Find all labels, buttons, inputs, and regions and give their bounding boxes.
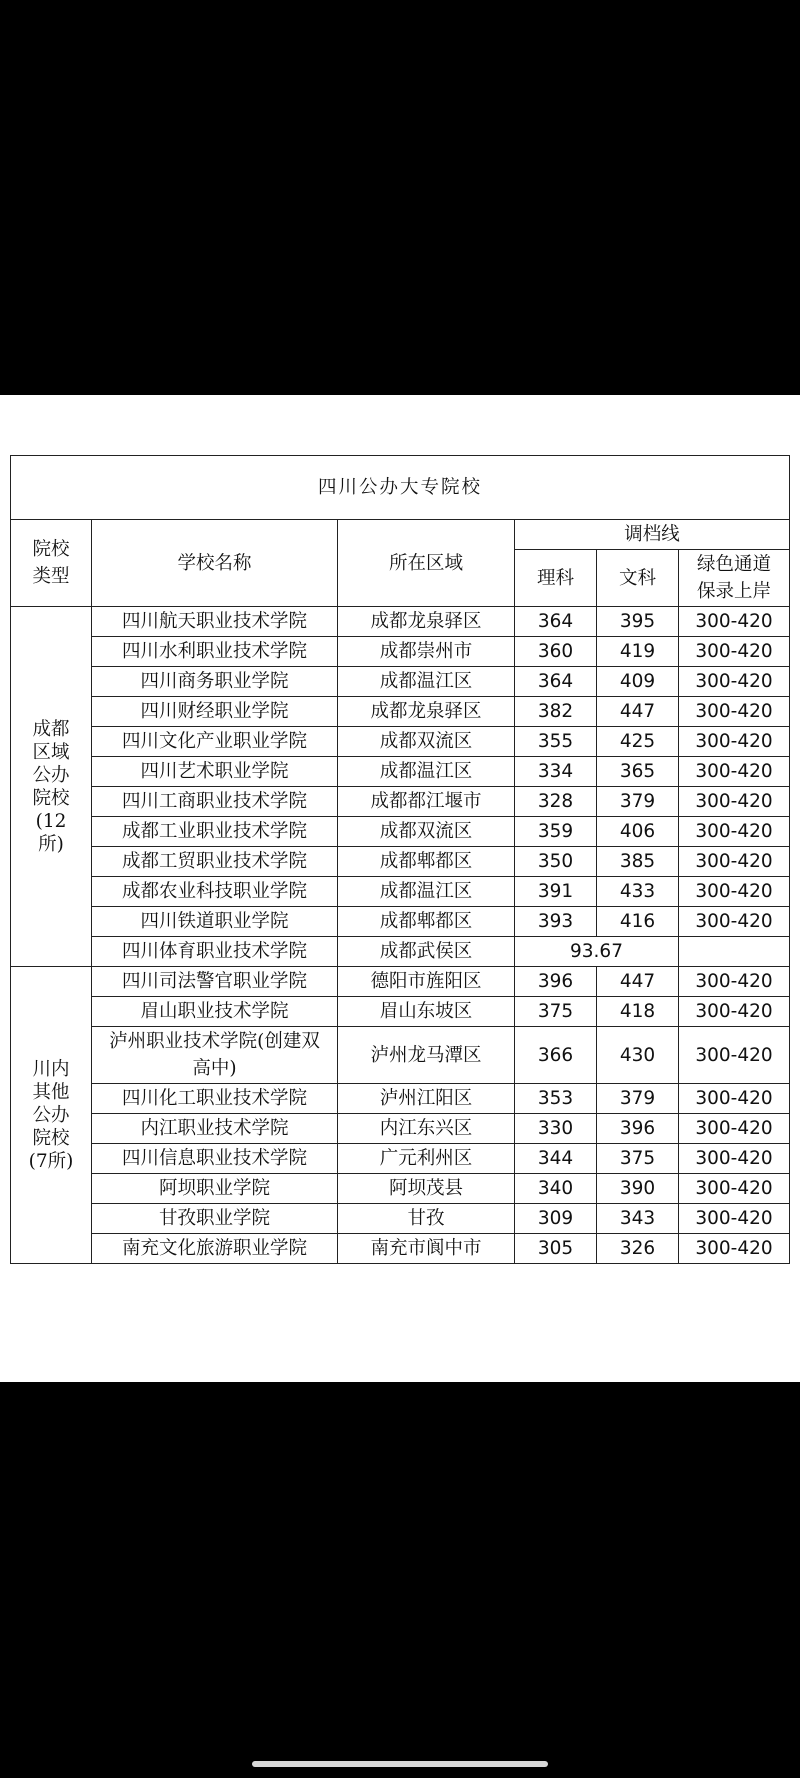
table-row (11, 907, 790, 937)
arts-score-cell: 375 (597, 1144, 679, 1174)
science-score-cell: 328 (515, 787, 597, 817)
region-cell: 泸州龙马潭区 (338, 1027, 515, 1084)
school-name-cell: 四川工商职业技术学院 (92, 787, 338, 817)
school-name-cell (92, 1027, 338, 1084)
science-score-cell: 391 (515, 877, 597, 907)
arts-score-cell: 406 (597, 817, 679, 847)
arts-score-cell: 343 (597, 1204, 679, 1234)
table-row (11, 607, 790, 637)
science-score-cell: 350 (515, 847, 597, 877)
school-name-cell: 四川航天职业技术学院 (92, 607, 338, 637)
green-channel-cell: 300-420 (679, 1114, 790, 1144)
school-name-cell: 成都农业科技职业学院 (92, 877, 338, 907)
school-name-cell: 南充文化旅游职业学院 (92, 1234, 338, 1264)
school-name-cell: 内江职业技术学院 (92, 1114, 338, 1144)
science-score-cell: 355 (515, 727, 597, 757)
table-row (11, 937, 790, 967)
arts-score-cell: 326 (597, 1234, 679, 1264)
arts-score-cell: 395 (597, 607, 679, 637)
arts-score-cell: 379 (597, 787, 679, 817)
table-title: 四川公办大专院校 (11, 456, 790, 520)
green-channel-cell: 300-420 (679, 1144, 790, 1174)
green-channel-cell: 300-420 (679, 997, 790, 1027)
green-channel-cell: 300-420 (679, 847, 790, 877)
region-cell: 成都双流区 (338, 727, 515, 757)
region-cell: 阿坝茂县 (338, 1174, 515, 1204)
table-row (11, 817, 790, 847)
science-score-cell: 364 (515, 667, 597, 697)
science-score-cell: 330 (515, 1114, 597, 1144)
region-cell: 泸州江阳区 (338, 1084, 515, 1114)
school-name-cell: 四川文化产业职业学院 (92, 727, 338, 757)
college-table (10, 455, 790, 1264)
school-name-cell: 四川体育职业技术学院 (92, 937, 338, 967)
arts-score-cell: 433 (597, 877, 679, 907)
science-score-cell: 360 (515, 637, 597, 667)
region-cell: 南充市阆中市 (338, 1234, 515, 1264)
region-cell: 眉山东坡区 (338, 997, 515, 1027)
arts-score-cell: 365 (597, 757, 679, 787)
header-green: 绿色通道保录上岸 (679, 550, 790, 607)
header-region: 所在区域 (338, 520, 515, 607)
school-name-cell: 四川艺术职业学院 (92, 757, 338, 787)
school-name-cell: 眉山职业技术学院 (92, 997, 338, 1027)
region-cell: 成都都江堰市 (338, 787, 515, 817)
green-channel-cell: 300-420 (679, 817, 790, 847)
arts-score-cell: 447 (597, 967, 679, 997)
region-cell: 德阳市旌阳区 (338, 967, 515, 997)
school-name-cell: 四川化工职业技术学院 (92, 1084, 338, 1114)
school-name-cell: 四川铁道职业学院 (92, 907, 338, 937)
type-label: 成都区域公办院校(12所) (32, 718, 70, 855)
arts-score-cell: 390 (597, 1174, 679, 1204)
green-channel-cell: 300-420 (679, 697, 790, 727)
school-name-cell: 四川商务职业学院 (92, 667, 338, 697)
green-channel-cell: 300-420 (679, 757, 790, 787)
green-channel-cell: 300-420 (679, 727, 790, 757)
science-score-cell: 382 (515, 697, 597, 727)
science-score-cell: 309 (515, 1204, 597, 1234)
header-school: 学校名称 (92, 520, 338, 607)
arts-score-cell: 419 (597, 637, 679, 667)
region-cell: 成都郫都区 (338, 907, 515, 937)
region-cell: 成都温江区 (338, 877, 515, 907)
region-cell: 甘孜 (338, 1204, 515, 1234)
header-science: 理科 (515, 550, 597, 607)
arts-score-cell: 416 (597, 907, 679, 937)
type-cell (11, 967, 92, 1264)
green-channel-cell: 300-420 (679, 1084, 790, 1114)
school-name-cell: 四川司法警官职业学院 (92, 967, 338, 997)
green-channel-cell: 300-420 (679, 637, 790, 667)
school-name-cell: 阿坝职业学院 (92, 1174, 338, 1204)
table-row (11, 1084, 790, 1114)
green-channel-cell: 300-420 (679, 907, 790, 937)
table-row (11, 697, 790, 727)
document-image (0, 395, 800, 1382)
arts-score-cell: 409 (597, 667, 679, 697)
science-score-cell: 344 (515, 1144, 597, 1174)
science-score-cell: 396 (515, 967, 597, 997)
green-channel-cell: 300-420 (679, 877, 790, 907)
table-row (11, 1027, 790, 1084)
home-indicator[interactable] (252, 1761, 548, 1767)
green-channel-cell (679, 937, 790, 967)
green-channel-cell: 300-420 (679, 787, 790, 817)
region-cell: 成都龙泉驿区 (338, 607, 515, 637)
table-row (11, 1144, 790, 1174)
table-row (11, 727, 790, 757)
table-row (11, 757, 790, 787)
school-name-cell: 四川信息职业技术学院 (92, 1144, 338, 1174)
green-channel-cell: 300-420 (679, 1204, 790, 1234)
science-score-cell: 366 (515, 1027, 597, 1084)
school-name-cell: 成都工业职业技术学院 (92, 817, 338, 847)
arts-score-cell: 385 (597, 847, 679, 877)
region-cell: 内江东兴区 (338, 1114, 515, 1144)
table-row (11, 967, 790, 997)
region-cell: 成都龙泉驿区 (338, 697, 515, 727)
header-arts: 文科 (597, 550, 679, 607)
science-score-cell: 334 (515, 757, 597, 787)
header-type: 院校类型 (11, 520, 92, 607)
table-row (11, 667, 790, 697)
arts-score-cell: 396 (597, 1114, 679, 1144)
region-cell: 广元利州区 (338, 1144, 515, 1174)
science-score-cell: 359 (515, 817, 597, 847)
table-row (11, 877, 790, 907)
region-cell: 成都双流区 (338, 817, 515, 847)
school-name-cell: 四川水利职业技术学院 (92, 637, 338, 667)
science-score-cell: 340 (515, 1174, 597, 1204)
region-cell: 成都温江区 (338, 667, 515, 697)
science-score-cell: 353 (515, 1084, 597, 1114)
region-cell: 成都崇州市 (338, 637, 515, 667)
green-channel-cell: 300-420 (679, 667, 790, 697)
arts-score-cell: 447 (597, 697, 679, 727)
arts-score-cell: 379 (597, 1084, 679, 1114)
science-score-cell: 393 (515, 907, 597, 937)
science-score-cell: 375 (515, 997, 597, 1027)
table-row (11, 1204, 790, 1234)
table-row (11, 637, 790, 667)
header-line-group: 调档线 (515, 520, 790, 550)
green-channel-cell: 300-420 (679, 967, 790, 997)
arts-score-cell: 430 (597, 1027, 679, 1084)
green-channel-cell: 300-420 (679, 1234, 790, 1264)
school-name-cell: 四川财经职业学院 (92, 697, 338, 727)
arts-score-cell: 418 (597, 997, 679, 1027)
school-name-cell: 成都工贸职业技术学院 (92, 847, 338, 877)
arts-score-cell: 425 (597, 727, 679, 757)
type-cell (11, 607, 92, 967)
science-score-cell: 364 (515, 607, 597, 637)
school-name-cell: 甘孜职业学院 (92, 1204, 338, 1234)
region-cell: 成都温江区 (338, 757, 515, 787)
science-score-cell: 305 (515, 1234, 597, 1264)
merged-score-cell: 93.67 (515, 937, 679, 967)
table-row (11, 787, 790, 817)
table-row (11, 1174, 790, 1204)
green-channel-cell: 300-420 (679, 607, 790, 637)
green-channel-cell: 300-420 (679, 1027, 790, 1084)
region-cell: 成都武侯区 (338, 937, 515, 967)
type-label: 川内其他公办院校(7所) (28, 1058, 74, 1172)
table-row (11, 847, 790, 877)
table-row (11, 1114, 790, 1144)
table-row (11, 1234, 790, 1264)
region-cell: 成都郫都区 (338, 847, 515, 877)
green-channel-cell: 300-420 (679, 1174, 790, 1204)
school-name-text: 泸州职业技术学院(创建双高中) (109, 1031, 320, 1079)
table-row (11, 997, 790, 1027)
